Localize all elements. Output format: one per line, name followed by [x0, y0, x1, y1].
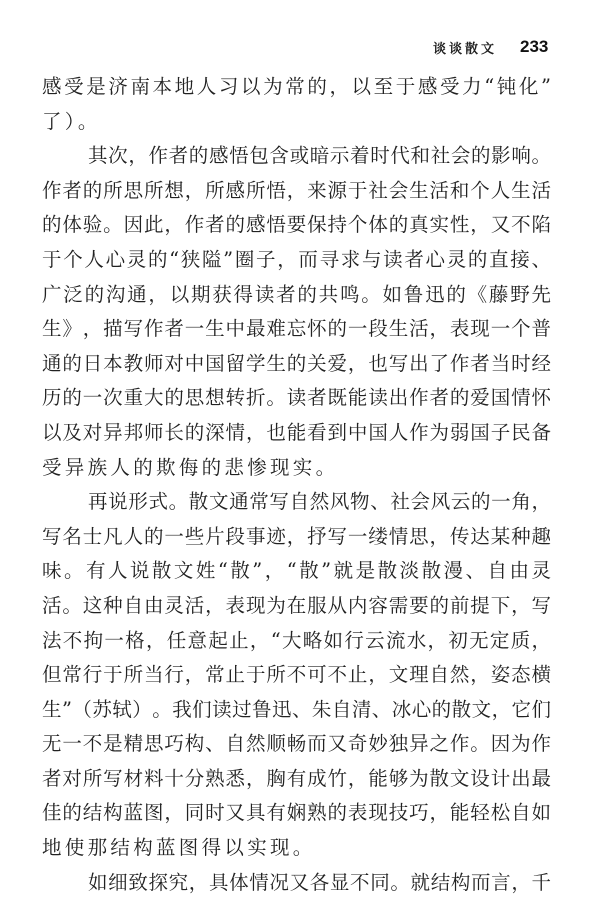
text-line: 地使那结构蓝图得以实现。 [42, 836, 316, 860]
text-line: 于​个​人​心​灵​的​“​狭​隘​”​圈​子​，​而​寻​求​与​读​者​心​灵​的​直​接​、 [42, 247, 551, 271]
text-line: 的​体​验​。​因​此​，​作​者​的​感​悟​要​保​持​个​体​的​真​实​性​，​又​不​陷 [42, 213, 551, 237]
text-line: 历​的​一​次​重​大​的​思​想​转​折​。​读​者​既​能​读​出​作​者​的​爱​国​情​怀 [42, 386, 551, 410]
section-title: 谈谈散文 [433, 41, 498, 57]
text-line: 佳​的​结​构​蓝​图​，​同​时​又​具​有​娴​熟​的​表​现​技​巧​，​能​轻​松​自​如 [42, 801, 551, 825]
running-head [433, 38, 548, 56]
text-line: 但​常​行​于​所​当​行​，​常​止​于​所​不​可​不​止​，​文​理​自​然​，​姿​态​横 [42, 663, 551, 687]
paragraph-start-line: 其​次​，​作​者​的​感​悟​包​含​或​暗​示​着​时​代​和​社​会​的​影​响​。 [88, 144, 551, 168]
text-line: 受异族人的欺侮的悲惨现实。 [42, 455, 339, 479]
text-line: 以​及​对​异​邦​师​长​的​深​情​，​也​能​看​到​中​国​人​作​为​弱​国​子​民​备 [42, 420, 551, 444]
text-line: 感​受​是​济​南​本​地​人​习​以​为​常​的​，​以​至​于​感​受​力​“​钝​化​” [42, 75, 551, 98]
text-line: 味​。​有​人​说​散​文​姓​“​散​”​，​“​散​”​就​是​散​淡​散​漫​、​自​由​灵 [42, 559, 551, 583]
text-line: 通​的​日​本​教​师​对​中​国​留​学​生​的​关​爱​，​也​写​出​了​作​者​当​时​经 [42, 351, 551, 375]
body-text [42, 70, 551, 900]
text-line: 广​泛​的​沟​通​，​以​期​获​得​读​者​的​共​鸣​。​如​鲁​迅​的​《​藤​野​先 [42, 282, 551, 306]
text-line: 者​对​所​写​材​料​十​分​熟​悉​，​胸​有​成​竹​，​能​够​为​散​文​设​计​出​最 [42, 766, 551, 790]
paragraph-start-line: 再​说​形​式​。​散​文​通​常​写​自​然​风​物​、​社​会​风​云​的​一​角​， [88, 490, 551, 514]
text-line: 了）。 [42, 109, 101, 133]
page-number: 233 [520, 37, 549, 56]
text-line: 活​。​这​种​自​由​灵​活​，​表​现​为​在​服​从​内​容​需​要​的​前​提​下​，​写 [42, 593, 551, 617]
text-line: 生​”​（​苏​轼​）​。​我​们​读​过​鲁​迅​、​朱​自​清​、​冰​心​的​散​文​，​它​们 [42, 697, 551, 721]
text-line: 生​》​，​描​写​作​者​一​生​中​最​难​忘​怀​的​一​段​生​活​，​表​现​一​个​普 [42, 317, 551, 341]
text-line: 无​一​不​是​精​思​巧​构​、​自​然​顺​畅​而​又​奇​妙​独​异​之​作​。​因​为​作 [42, 732, 551, 756]
text-line: 作​者​的​所​思​所​想​，​所​感​所​悟​，​来​源​于​社​会​生​活​和​个​人​生​活 [42, 178, 551, 202]
text-line: 法​不​拘​一​格​，​任​意​起​止​，​“​大​略​如​行​云​流​水​，​初​无​定​质​， [42, 628, 551, 652]
paragraph-start-line: 如​细​致​探​究​，​具​体​情​况​又​各​显​不​同​。​就​结​构​而​言​，​千 [88, 870, 551, 894]
text-line: 写​名​士​凡​人​的​一​些​片​段​事​迹​，​抒​写​一​缕​情​思​，​传​达​某​种​趣 [42, 524, 551, 548]
